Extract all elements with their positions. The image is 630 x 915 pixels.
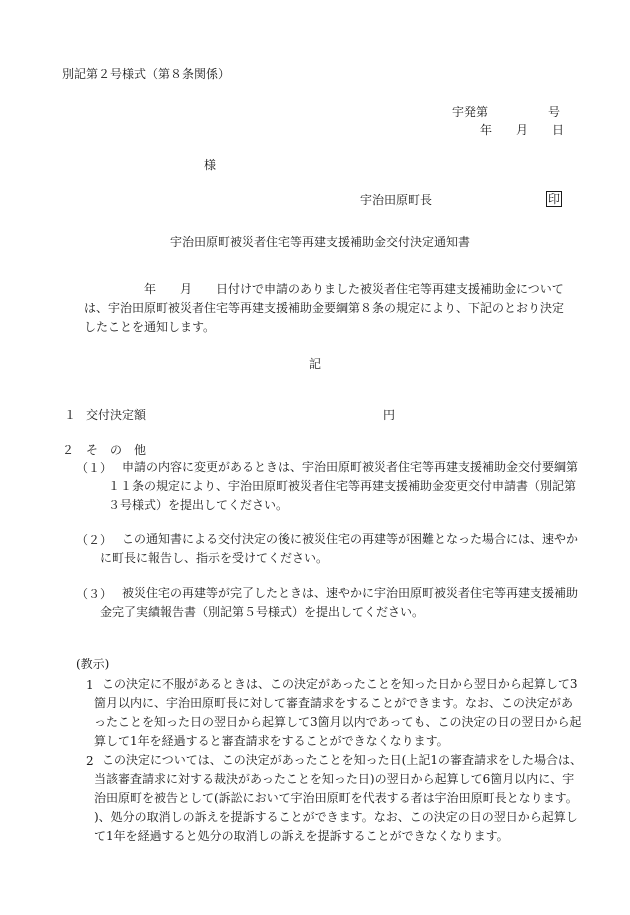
date-line: 年 月 日 xyxy=(480,123,565,137)
notice-1-line-4: 算して1年を経過すると審査請求をすることができなくなります。 xyxy=(94,734,449,748)
seal-mark xyxy=(546,191,562,207)
ki-marker: 記 xyxy=(309,357,322,371)
addressee-suffix: 様 xyxy=(204,158,217,172)
seal-text: 印 xyxy=(548,192,561,206)
intro-line-2: は、宇治田原町被災者住宅等再建支援補助金要綱第８条の規定により、下記のとおり決定 xyxy=(84,301,565,315)
item2-1-line-1: 申請の内容に変更があるときは、宇治田原町被災者住宅等再建支援補助金交付要綱第 xyxy=(122,460,579,474)
item2-heading: ２ そ の 他 xyxy=(62,443,147,457)
notice-1-number: 1 xyxy=(86,678,94,692)
notice-2-line-5: て1年を経過すると処分の取消しの訴えを提訴することができなくなります。 xyxy=(94,829,509,843)
notice-2-number: 2 xyxy=(86,754,94,768)
item1-number: １ xyxy=(64,408,77,422)
document-title: 宇治田原町被災者住宅等再建支援補助金交付決定通知書 xyxy=(170,235,471,249)
notice-1-line-3: ったことを知った日の翌日から起算して3箇月以内であっても、この決定の日の翌日から起 xyxy=(94,715,582,729)
form-label: 別記第２号様式（第８条関係） xyxy=(62,67,231,81)
item2-1-line-3: ３号様式）を提出してください。 xyxy=(108,498,289,512)
item2-3-number: （３） xyxy=(76,587,113,601)
item2-3-line-2: 金完了実績報告書（別記第５号様式）を提出してください。 xyxy=(100,605,425,619)
issuer-name: 宇治田原町長 xyxy=(360,193,433,207)
item2-2-line-1: この通知書による交付決定の後に被災住宅の再建等が困難となった場合には、速やか xyxy=(122,532,579,546)
item2-1-number: （１） xyxy=(76,461,113,475)
notice-heading: (教示) xyxy=(76,657,110,671)
notice-2-line-1: この決定については、この決定があったことを知った日(上記1の審査請求をした場合は、 xyxy=(102,753,582,767)
notice-1-line-2: 箇月以内に、宇治田原町長に対して審査請求をすることができます。なお、この決定があ xyxy=(94,696,574,710)
intro-line-3: したことを通知します。 xyxy=(84,320,216,334)
item2-3-line-1: 被災住宅の再建等が完了したときは、速やかに宇治田原町被災者住宅等再建支援補助 xyxy=(122,586,579,600)
notice-2-line-3: 治田原町を被告として(訴訟において宇治田原町を代表する者は宇治田原町長となります。 xyxy=(94,791,578,805)
item1-unit: 円 xyxy=(383,408,396,422)
item2-2-line-2: に町長に報告し、指示を受けてください。 xyxy=(100,551,329,565)
notice-2-line-2: 当該審査請求に対する裁決があったことを知った日)の翌日から起算して6箇月以内に、宇 xyxy=(94,772,575,786)
notice-2-line-4: )、処分の取消しの訴えを提訴することができます。なお、この決定の日の翌日から起算し xyxy=(94,810,578,824)
item2-2-number: （２） xyxy=(76,533,113,547)
notice-1-line-1: この決定に不服があるときは、この決定があったことを知った日から翌日から起算して3 xyxy=(102,677,578,691)
item1-label: 交付決定額 xyxy=(86,408,147,422)
item2-1-line-2: １１条の規定により、宇治田原町被災者住宅等再建支援補助金変更交付申請書（別記第 xyxy=(108,479,577,493)
document-number: 宇発第 号 xyxy=(452,105,561,119)
intro-line-1: 年 月 日付けで申請のありました被災者住宅等再建支援補助金について xyxy=(144,282,564,296)
